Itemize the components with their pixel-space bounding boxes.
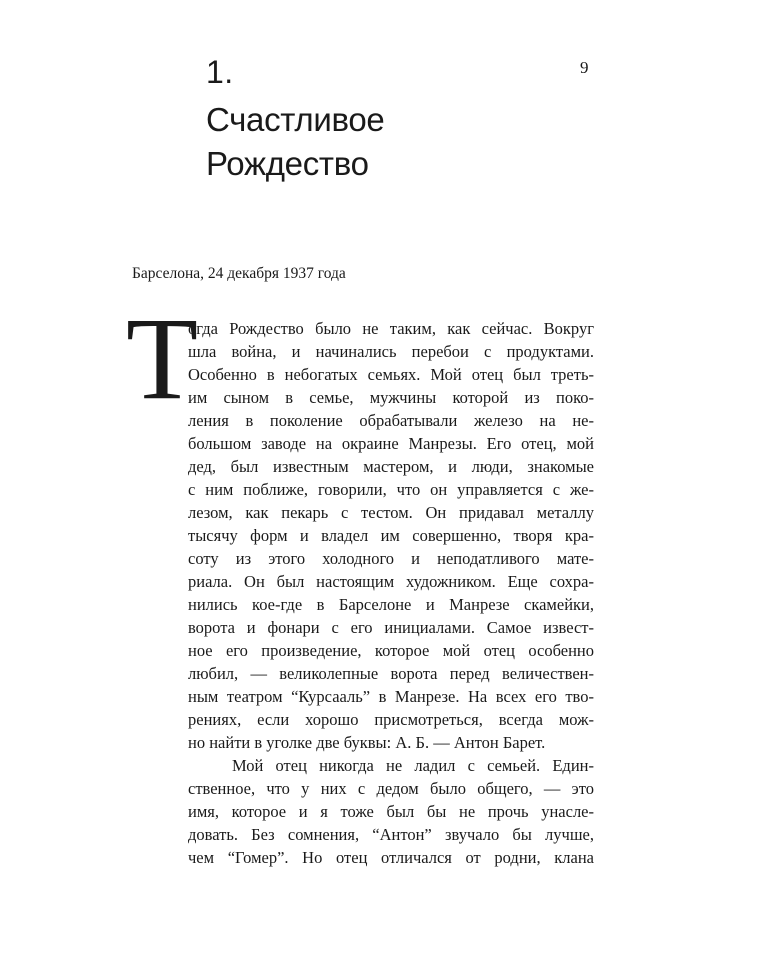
text-line: огда Рождество было не таким, как сейчас. Вокруг bbox=[188, 319, 594, 338]
text-line: Особенно в небогатых семьях. Мой отец был треть- bbox=[188, 365, 594, 384]
text-line: с ним поближе, говорили, что он управляется с же- bbox=[188, 480, 594, 499]
chapter-title-line-1: Счастливое bbox=[206, 101, 385, 138]
text-line: имя, которое и я тоже был бы не прочь унасле- bbox=[188, 802, 594, 821]
text-line: ным театром “Курсааль” в Манрезе. На всех его тво- bbox=[188, 687, 594, 706]
text-line: но найти в уголке две буквы: А. Б. — Антон Барет. bbox=[188, 733, 546, 752]
text-line: довать. Без сомнения, “Антон” звучало бы лучше, bbox=[188, 825, 594, 844]
drop-cap: Т bbox=[126, 293, 199, 424]
text-line: Мой отец никогда не ладил с семьей. Един- bbox=[232, 756, 594, 775]
text-line: тысячу форм и владел им совершенно, творя кра- bbox=[188, 526, 594, 545]
text-line: ственное, что у них с дедом было общего, — это bbox=[188, 779, 594, 798]
text-line: дед, был известным мастером, и люди, знакомые bbox=[188, 457, 594, 476]
page-number: 9 bbox=[580, 58, 589, 77]
text-line: лезом, как пекарь с тестом. Он придавал металлу bbox=[188, 503, 594, 522]
chapter-title-line-2: Рождество bbox=[206, 145, 369, 182]
chapter-number: 1. bbox=[206, 54, 234, 90]
text-line: нились кое-где в Барселоне и Манрезе скамейки, bbox=[188, 595, 594, 614]
chapter-title bbox=[206, 98, 536, 186]
text-line: им сыном в семье, мужчины которой из поко- bbox=[188, 388, 594, 407]
text-line: большом заводе на окраине Манрезы. Его отец, мой bbox=[188, 434, 594, 453]
text-line: рениях, если хорошо присмотреться, всегда мож- bbox=[188, 710, 594, 729]
text-line: ворота и фонари с его инициалами. Самое извест- bbox=[188, 618, 594, 637]
dateline: Барселона, 24 декабря 1937 года bbox=[132, 265, 346, 282]
text-line: любил, — великолепные ворота перед величествен- bbox=[188, 664, 594, 683]
text-line: шла война, и начинались перебои с продуктами. bbox=[188, 342, 594, 361]
text-line: ное его произведение, которое мой отец особенно bbox=[188, 641, 594, 660]
text-line: риала. Он был настоящим художником. Еще сохра- bbox=[188, 572, 594, 591]
text-line: соту из этого холодного и неподатливого мате- bbox=[188, 549, 594, 568]
text-line: ления в поколение обрабатывали железо на не- bbox=[188, 411, 594, 430]
text-line: чем “Гомер”. Но отец отличался от родни, клана bbox=[188, 848, 594, 867]
